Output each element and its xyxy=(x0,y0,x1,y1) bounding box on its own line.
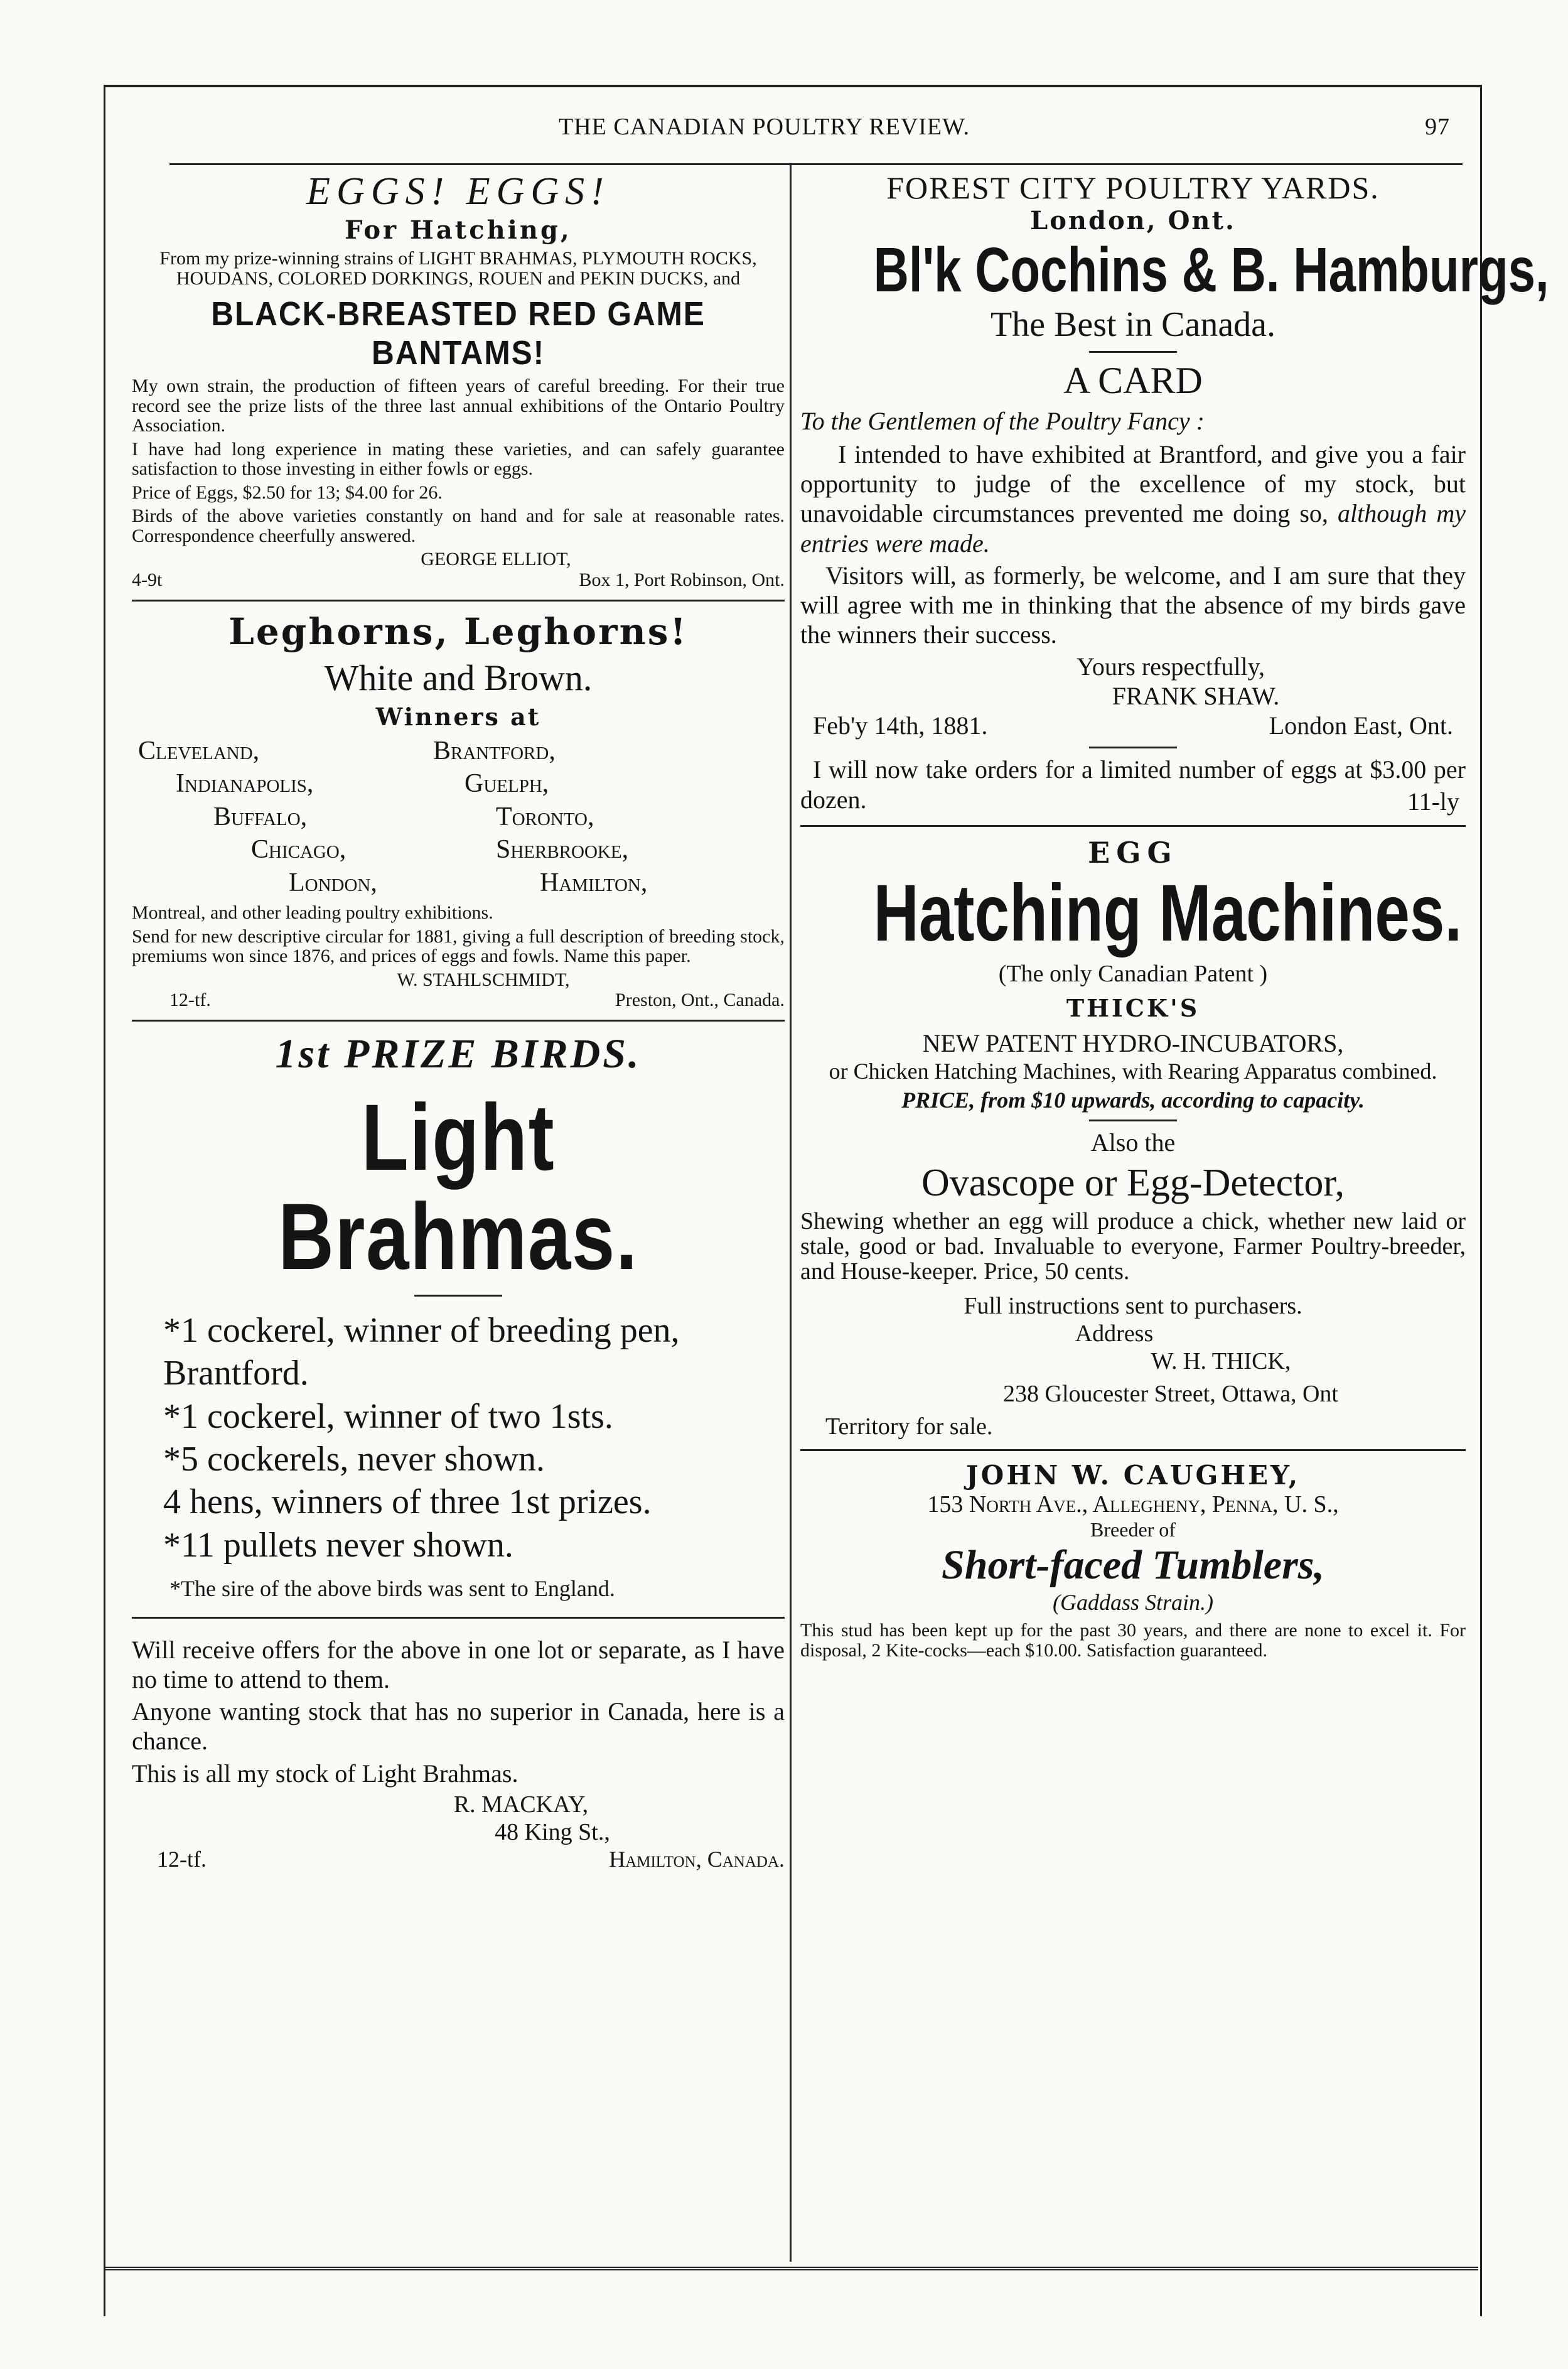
footer-rule xyxy=(104,2267,1478,2270)
header-rule xyxy=(169,163,1463,165)
card-address: London East, Ont. xyxy=(1269,711,1453,740)
brahmas-code: 12-tf. xyxy=(157,1846,207,1872)
city-name: London, xyxy=(289,868,377,897)
city-name: Toronto, xyxy=(496,802,594,831)
tumblers-address: 153 North Ave., Allegheny, Penna, U. S., xyxy=(927,1491,1339,1518)
tumblers-advertisement xyxy=(800,1460,1466,1660)
card-closing: Yours respectfully, xyxy=(1077,652,1265,681)
brahmas-city: Hamilton, Canada. xyxy=(609,1846,785,1872)
forest-city-tagline: The Best in Canada. xyxy=(990,305,1276,344)
ad-separator xyxy=(800,825,1466,827)
tumblers-banner: Short-faced Tumblers, xyxy=(942,1542,1324,1589)
territory-note: Territory for sale. xyxy=(825,1413,993,1440)
card-signature: FRANK SHAW. xyxy=(1112,682,1280,711)
hatching-banner: Hatching Machines. xyxy=(873,868,1463,958)
ovascope-description: Shewing whether an egg will produce a chick, whether new laid or stale, good or bad. Invaluable to everyone, Farmer Poultry-breeder, and House-keeper. Price, 50 cents. xyxy=(800,1208,1466,1285)
short-rule xyxy=(414,1295,502,1297)
price-line: PRICE, from $10 upwards, according to capacity. xyxy=(901,1087,1365,1113)
city-name: Brantford, xyxy=(433,736,556,765)
ad-separator xyxy=(132,600,785,602)
publication-title: THE CANADIAN POULTRY REVIEW. xyxy=(559,114,970,140)
card-paragraph: I intended to have exhibited at Brantford, and give you a fair opportunity to judge of the excellence of my stock, but unavoidable circumstances prevented me doing so, xyxy=(800,440,1466,528)
city-name: Guelph, xyxy=(464,769,549,798)
ad-separator xyxy=(132,1617,785,1619)
hatching-machines-advertisement xyxy=(800,836,1466,1440)
short-rule xyxy=(1089,1120,1177,1121)
city-name: Indianapolis, xyxy=(176,769,314,798)
product-description: or Chicken Hatching Machines, with Rearing Apparatus combined. xyxy=(829,1059,1437,1084)
brahmas-note: *The sire of the above birds was sent to England. xyxy=(169,1575,615,1601)
stock-item: 4 hens, winners of three 1st prizes. xyxy=(163,1482,652,1522)
city-name: Chicago, xyxy=(251,835,346,864)
page-header xyxy=(157,113,1463,151)
leghorns-headline: Leghorns, Leghorns! xyxy=(228,610,688,653)
forest-city-advertisement xyxy=(800,170,1549,816)
eggs-advertisement xyxy=(132,170,785,591)
ovascope-title: Ovascope or Egg-Detector, xyxy=(921,1162,1345,1205)
product-name: NEW PATENT HYDRO-INCUBATORS, xyxy=(922,1029,1344,1058)
ad-separator xyxy=(132,1020,785,1022)
eggs-advertiser-name: GEORGE ELLIOT, xyxy=(421,549,571,569)
stock-item: *1 cockerel, winner of breeding pen, Brantford. xyxy=(163,1311,680,1393)
also-label: Also the xyxy=(1090,1128,1176,1157)
city-name: Hamilton, xyxy=(540,868,648,897)
forest-city-code: 11-ly xyxy=(1407,787,1459,816)
breeder-label: Breeder of xyxy=(1090,1518,1176,1541)
page-number: 97 xyxy=(1425,114,1450,140)
hatching-address: 238 Gloucester Street, Ottawa, Ont xyxy=(1003,1381,1338,1408)
eggs-intro: From my prize-winning strains of LIGHT BRAHMAS, PLYMOUTH ROCKS, HOUDANS, COLORED DORKINGS, ROUEN and PEKIN DUCKS, and xyxy=(159,248,757,289)
instructions-note: Full instructions sent to purchasers. xyxy=(964,1293,1302,1320)
card-paragraph: Visitors will, as formerly, be welcome, and I am sure that they will agree with me in thinking that the absence of my birds gave the winners their success. xyxy=(800,561,1466,649)
forest-city-banner: Bl'k Cochins & B. Hamburgs, xyxy=(873,235,1549,305)
leghorns-exhibitions: Montreal, and other leading poultry exhibitions. xyxy=(132,902,493,923)
forest-city-location: London, Ont. xyxy=(1030,206,1236,235)
maker-name: THICK'S xyxy=(1066,994,1200,1023)
stock-item: *5 cockerels, never shown. xyxy=(163,1439,545,1479)
stock-item: *11 pullets never shown. xyxy=(163,1525,513,1565)
brahmas-paragraph: This is all my stock of Light Brahmas. xyxy=(132,1759,518,1788)
leghorns-advertiser-name: W. STAHLSCHMIDT, xyxy=(397,969,570,990)
left-column xyxy=(132,170,785,1872)
short-rule xyxy=(1089,747,1177,748)
eggs-paragraph: Birds of the above varieties constantly on hand and for sale at reasonable rates. Correspondence cheerfully answered. xyxy=(132,505,785,546)
brahmas-advertiser-name: R. MACKAY, xyxy=(453,1791,589,1818)
eggs-banner: BLACK-BREASTED RED GAME BANTAMS! xyxy=(211,295,706,372)
column-divider xyxy=(790,165,792,2262)
eggs-address: Box 1, Port Robinson, Ont. xyxy=(579,569,785,590)
brahmas-street: 48 King St., xyxy=(495,1818,610,1845)
tumblers-body: This stud has been kept up for the past 30 years, and there are none to excel it. For disposal, 2 Kite-cocks—each $10.00. Satisfaction guaranteed. xyxy=(800,1620,1466,1661)
leghorns-code: 12-tf. xyxy=(169,990,211,1010)
hatching-advertiser-name: W. H. THICK, xyxy=(1151,1348,1291,1375)
card-salutation: To the Gentlemen of the Poultry Fancy : xyxy=(800,407,1205,435)
leghorns-advertisement xyxy=(132,610,785,1012)
leghorns-body: Send for new descriptive circular for 1881, giving a full description of breeding stock, premiums won since 1876, and prices of eggs and fowls. Name this paper. xyxy=(132,925,785,966)
brahmas-banner: Light Brahmas. xyxy=(278,1084,638,1289)
winner-cities xyxy=(132,735,785,900)
card-emphasis: although my entries were made. xyxy=(800,499,1466,558)
leghorns-subhead: White and Brown. xyxy=(324,657,593,698)
brahmas-headline: 1st PRIZE BIRDS. xyxy=(275,1031,642,1077)
leghorns-address: Preston, Ont., Canada. xyxy=(615,990,785,1010)
eggs-headline: EGGS! EGGS! xyxy=(306,170,610,213)
address-label: Address xyxy=(1075,1320,1154,1347)
brahmas-stock-list xyxy=(132,1309,785,1567)
city-name: Cleveland, xyxy=(138,736,260,765)
ad-separator xyxy=(800,1449,1466,1451)
forest-city-headline: FOREST CITY POULTRY YARDS. xyxy=(886,170,1380,205)
leghorns-winners-label: Winners at xyxy=(375,702,541,731)
egg-orders: I will now take orders for a limited number of eggs at $3.00 per dozen. xyxy=(800,755,1466,814)
patent-note: (The only Canadian Patent ) xyxy=(998,961,1268,988)
hatching-kicker: EGG xyxy=(1088,835,1178,870)
tumblers-strain: (Gaddass Strain.) xyxy=(1052,1590,1213,1616)
short-rule xyxy=(1089,351,1177,353)
eggs-code: 4-9t xyxy=(132,569,163,590)
brahmas-paragraph: Anyone wanting stock that has no superior in Canada, here is a chance. xyxy=(132,1697,785,1756)
stock-item: *1 cockerel, winner of two 1sts. xyxy=(163,1396,613,1436)
city-name: Sherbrooke, xyxy=(496,835,629,864)
light-brahmas-advertisement xyxy=(132,1030,785,1872)
eggs-subhead: For Hatching, xyxy=(345,215,572,245)
card-date: Feb'y 14th, 1881. xyxy=(813,711,988,740)
brahmas-paragraph: Will receive offers for the above in one lot or separate, as I have no time to attend to them. xyxy=(132,1635,785,1694)
eggs-price: Price of Eggs, $2.50 for 13; $4.00 for 26. xyxy=(132,482,443,503)
card-title: A CARD xyxy=(1063,360,1203,401)
right-column xyxy=(800,170,1549,1664)
eggs-paragraph: I have had long experience in mating these varieties, and can safely guarantee satisfaction to those investing in either fowls or eggs. xyxy=(132,438,785,479)
tumblers-advertiser-name: JOHN W. CAUGHEY, xyxy=(965,1460,1301,1491)
city-name: Buffalo, xyxy=(213,802,308,831)
eggs-paragraph: My own strain, the production of fifteen years of careful breeding. For their true record see the prize lists of the three last annual exhibitions of the Ontario Poultry Association. xyxy=(132,375,785,436)
